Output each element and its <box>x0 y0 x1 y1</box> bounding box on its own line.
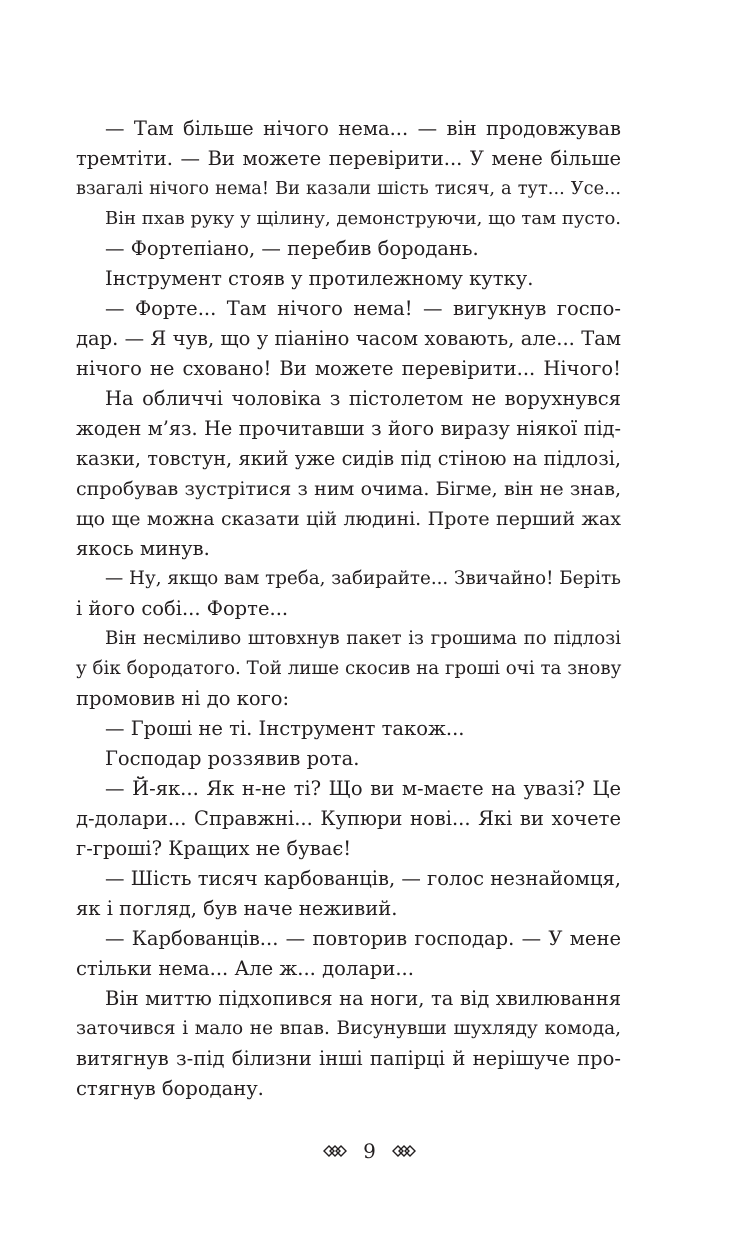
text-line: — Шість тисяч карбованців, — голос незнайомця, <box>105 867 621 890</box>
text-line: Він несміливо штовхнув пакет із грошима по підлозі <box>105 628 621 649</box>
text-line: заточився і мало не впав. Висунувши шухляду комода, <box>76 1018 621 1039</box>
text-line: — Й-як... Як н-не ті? Що ви м-маєте на увазі? Це <box>105 777 621 800</box>
text-line: нічого не сховано! Ви можете перевірити... Нічого! <box>76 357 621 380</box>
paragraph <box>76 384 621 564</box>
paragraph <box>76 924 621 984</box>
text-line: спробував зустрітися з ним очима. Бігме, він не знав, <box>76 478 621 500</box>
interlaced-knot-icon <box>392 1144 416 1158</box>
text-line: що ще можна сказати цій людині. Проте перший жах <box>76 508 621 530</box>
text-line: у бік бородатого. Той лише скосив на гроші очі та знову <box>76 658 622 679</box>
page-footer <box>0 1136 739 1166</box>
text-line: казки, товстун, який уже сидів під стіною на підлозі, <box>76 447 621 470</box>
paragraph <box>105 204 621 234</box>
paragraph <box>76 294 621 384</box>
text-line: Він пхав руку у щілину, демонструючи, що там пусто. <box>105 208 622 229</box>
text-line: На обличчі чоловіка з пістолетом не ворухнувся <box>105 387 621 410</box>
paragraph <box>76 864 621 924</box>
text-line: взагалі нічого нема! Ви казали шість тисяч, а тут... Усе... <box>76 179 621 199</box>
text-line: витягнув з-під білизни інші папірці й нерішуче про- <box>76 1047 621 1070</box>
text-line: — Гроші не ті. Інструмент також... <box>105 717 465 740</box>
text-line: г-гроші? Кращих не буває! <box>76 837 352 860</box>
text-line: — Фортепіано, — перебив бородань. <box>105 237 479 260</box>
text-line: якось минув. <box>76 537 210 560</box>
text-line: стільки нема... Але ж... долари... <box>76 957 414 980</box>
paragraph <box>105 264 621 294</box>
text-line: — Ну, якщо вам треба, забирайте... Звичайно! Беріть <box>105 568 621 589</box>
page-number: 9 <box>363 1139 376 1163</box>
text-line: Господар роззявив рота. <box>105 747 360 770</box>
text-line: і його собі... Форте... <box>76 597 289 620</box>
paragraph <box>105 234 621 264</box>
text-line: Інструмент стояв у протилежному кутку. <box>105 267 534 290</box>
paragraph <box>76 774 621 864</box>
paragraph <box>76 984 621 1104</box>
text-line: — Форте... Там нічого нема! — вигукнув госпо- <box>105 297 621 320</box>
paragraph <box>76 624 622 714</box>
paragraph <box>76 114 621 204</box>
interlaced-knot-icon <box>323 1144 347 1158</box>
text-line: промовив ні до кого: <box>76 687 290 710</box>
page-body <box>76 114 622 1104</box>
text-line: — Там більше нічого нема... — він продовжував <box>105 117 621 140</box>
text-line: д-долари... Справжні... Купюри нові... Які ви хочете <box>76 807 621 830</box>
text-line: стягнув бородану. <box>76 1077 264 1100</box>
text-line: тремтіти. — Ви можете перевірити... У мене більше <box>76 147 621 170</box>
text-line: Він миттю підхопився на ноги, та від хвилювання <box>105 987 621 1010</box>
text-line: дар. — Я чув, що у піаніно часом ховають, але... Там <box>76 327 621 350</box>
text-line: — Карбованців... — повторив господар. — У мене <box>105 927 621 950</box>
paragraph <box>76 564 621 624</box>
paragraph <box>105 714 621 744</box>
paragraph <box>105 744 621 774</box>
text-line: жоден м’яз. Не прочитавши з його виразу ніякої під- <box>76 417 621 440</box>
text-line: як і погляд, був наче неживий. <box>76 897 398 920</box>
